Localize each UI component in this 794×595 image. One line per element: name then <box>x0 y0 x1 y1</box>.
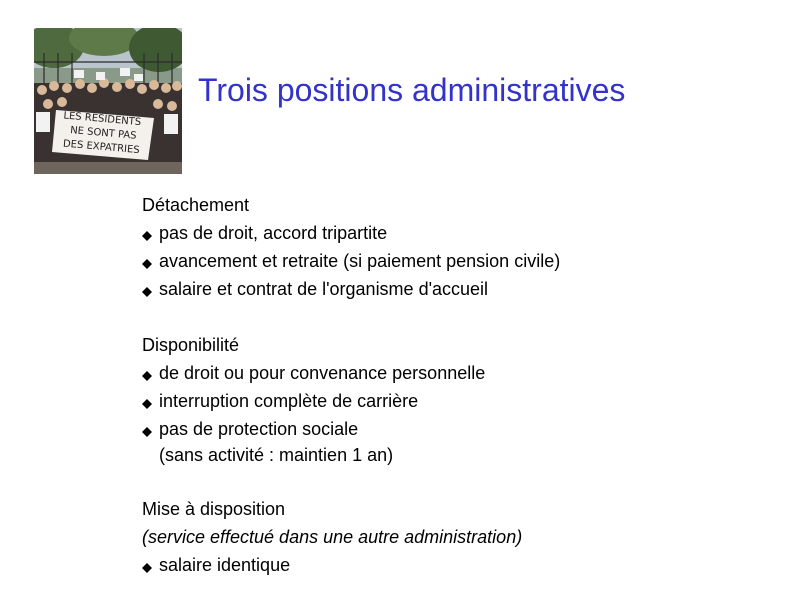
banner-line-1: LES RESIDENTS <box>62 110 142 129</box>
list-item-note: (sans activité : maintien 1 an) <box>159 445 394 465</box>
list-item-text: pas de protection sociale <box>159 419 359 439</box>
slide-title: Trois positions administratives <box>198 72 626 108</box>
list-item-text: de droit ou pour convenance personnelle <box>159 363 486 383</box>
section-heading: Disponibilité <box>142 335 240 355</box>
list-item <box>142 415 782 467</box>
slide-content <box>142 191 782 579</box>
banner-line-2: NE SONT PAS <box>69 125 137 142</box>
section-subtitle: (service effectué dans une autre administration) <box>142 527 523 547</box>
banner-line-3: DES EXPATRIES <box>62 138 141 157</box>
diamond-bullet-icon <box>142 287 152 297</box>
section-detachement <box>142 191 782 303</box>
list-item <box>142 359 782 387</box>
diamond-bullet-icon <box>142 427 152 437</box>
section-heading: Détachement <box>142 195 250 215</box>
list-item <box>142 387 782 415</box>
list-item-text: salaire identique <box>159 555 291 575</box>
list-item-text: avancement et retraite (si paiement pension civile) <box>159 251 561 271</box>
list-item-text: salaire et contrat de l'organisme d'accueil <box>159 279 489 299</box>
list-item <box>142 219 782 247</box>
diamond-bullet-icon <box>142 259 152 269</box>
section-mise-a-disposition <box>142 495 782 579</box>
diamond-bullet-icon <box>142 563 152 573</box>
diamond-bullet-icon <box>142 371 152 381</box>
list-item-text: interruption complète de carrière <box>159 391 419 411</box>
list-item-text: pas de droit, accord tripartite <box>159 223 388 243</box>
protest-photo <box>34 28 182 174</box>
diamond-bullet-icon <box>142 231 152 241</box>
section-heading: Mise à disposition <box>142 499 286 519</box>
diamond-bullet-icon <box>142 399 152 409</box>
list-item <box>142 247 782 275</box>
section-disponibilite <box>142 331 782 467</box>
list-item <box>142 275 782 303</box>
list-item <box>142 551 782 579</box>
